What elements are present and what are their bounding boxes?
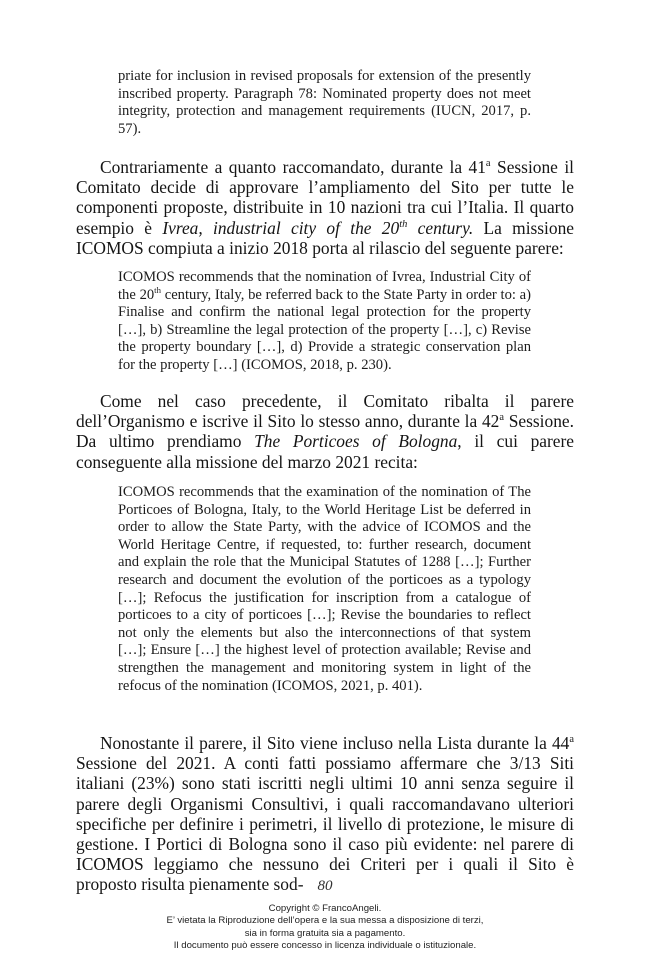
footer-line: sia in forma gratuita sia a pagamento. bbox=[244, 927, 406, 939]
superscript: a bbox=[499, 412, 505, 424]
superscript: th bbox=[399, 218, 408, 230]
block-quote-ivrea bbox=[118, 269, 531, 375]
paragraph-text: Come nel caso precedente, il Comitato ribalta il parere dell’Organismo e iscrive il Sito lo stesso anno, durante la 42 bbox=[76, 391, 574, 432]
paragraph-text: La missione ICOMOS compiuta a inizio 2018 porta al rilascio del seguente parere: bbox=[76, 217, 574, 258]
footer-line: Copyright © FrancoAngeli. bbox=[268, 903, 382, 914]
block-quote-iucn-text: priate for inclusion in revised proposals for extension of the presently inscribed property. Paragraph 78: Nominated property does not meet integrity, protection and management requirements (IUCN, 2017, p. 57). bbox=[118, 68, 531, 137]
footer-line: Il documento può essere concesso in licenza individuale o istituzionale. bbox=[173, 940, 477, 952]
site-title-bologna: The Porticoes of Bologna bbox=[254, 431, 458, 452]
block-quote-iucn bbox=[118, 68, 531, 138]
quote-text: century, Italy, be referred back to the State Party in order to: a) Finalise and confirm the national legal protection for the property […], b) Streamline the legal protection of the property […], c) Revise the property boundary […], d) Provide a strategic conservation plan for the property […] (ICOMOS, 2018, p. 230). bbox=[118, 286, 531, 373]
site-title-ivrea: Ivrea, industrial city of the 20th century. bbox=[162, 217, 474, 238]
paragraph-text: , il cui parere conseguente alla missione del marzo 2021 recita: bbox=[76, 431, 574, 472]
footer-line: E’ vietata la Riproduzione dell’opera e la sua messa a disposizione di terzi, bbox=[166, 915, 484, 927]
paragraph-41st-session bbox=[76, 157, 574, 258]
paragraph-text: Sessione. Da ultimo prendiamo bbox=[76, 411, 574, 452]
page-number: 80 bbox=[317, 878, 333, 894]
paragraph-42nd-session bbox=[76, 391, 574, 472]
superscript: a bbox=[485, 158, 491, 170]
paragraph-text: Sessione il Comitato decide di approvare l’ampliamento del Sito per tutte le componenti proposte, distribuite in 10 nazioni tra cui l’Italia. Il quarto esempio è bbox=[76, 157, 575, 238]
paragraph-text: Nonostante il parere, il Sito viene incluso nella Lista durante la 44 bbox=[100, 733, 570, 753]
block-quote-bologna bbox=[118, 484, 531, 695]
paragraph-text: Contrariamente a quanto raccomandato, durante la 41 bbox=[100, 157, 486, 177]
quote-text: ICOMOS recommends that the examination of the nomination of The Porticoes of Bologna, Italy, to the World Heritage List be deferred in order to allow the State Party, with the advice of ICOMOS and the World Heritage Centre, if requested, to: further research, document and explain the role that the Municipal Statutes of 1288 […]; Further research and document the evolution of the porticoes as a typology […]; Refocus the justification for inscription from a catalogue of porticoes to a city of porticoes […]; Revise the boundaries to reflect not only the elements but also the interconnections of that system […]; Ensure […] the highest level of protection available; Revise and strengthen the management and monitoring system in light of the refocus of the nomination (ICOMOS, 2021, p. 401). bbox=[118, 484, 531, 694]
paragraph-text: Sessione del 2021. A conti fatti possiamo affermare che 3/13 Siti italiani (23%) sono stati iscritti negli ultimi 10 anni senza seguire il parere degli Organismi Consultivi, i quali raccomandavano ulteriori specifiche per definire i perimetri, il livello di protezione, le misure di gestione. I Portici di Bologna sono il caso più evidente: nel parere di ICOMOS leggiamo che nessuno dei Criteri per i quali il Sito è proposto risulta pienamente sod- bbox=[76, 753, 574, 895]
paragraph-44th-session bbox=[76, 733, 574, 895]
quote-text: ICOMOS recommends that the nomination of Ivrea, Industrial City of the 20 bbox=[118, 269, 531, 303]
copyright-footer bbox=[0, 903, 650, 953]
superscript: th bbox=[154, 284, 161, 295]
superscript: a bbox=[569, 734, 574, 746]
